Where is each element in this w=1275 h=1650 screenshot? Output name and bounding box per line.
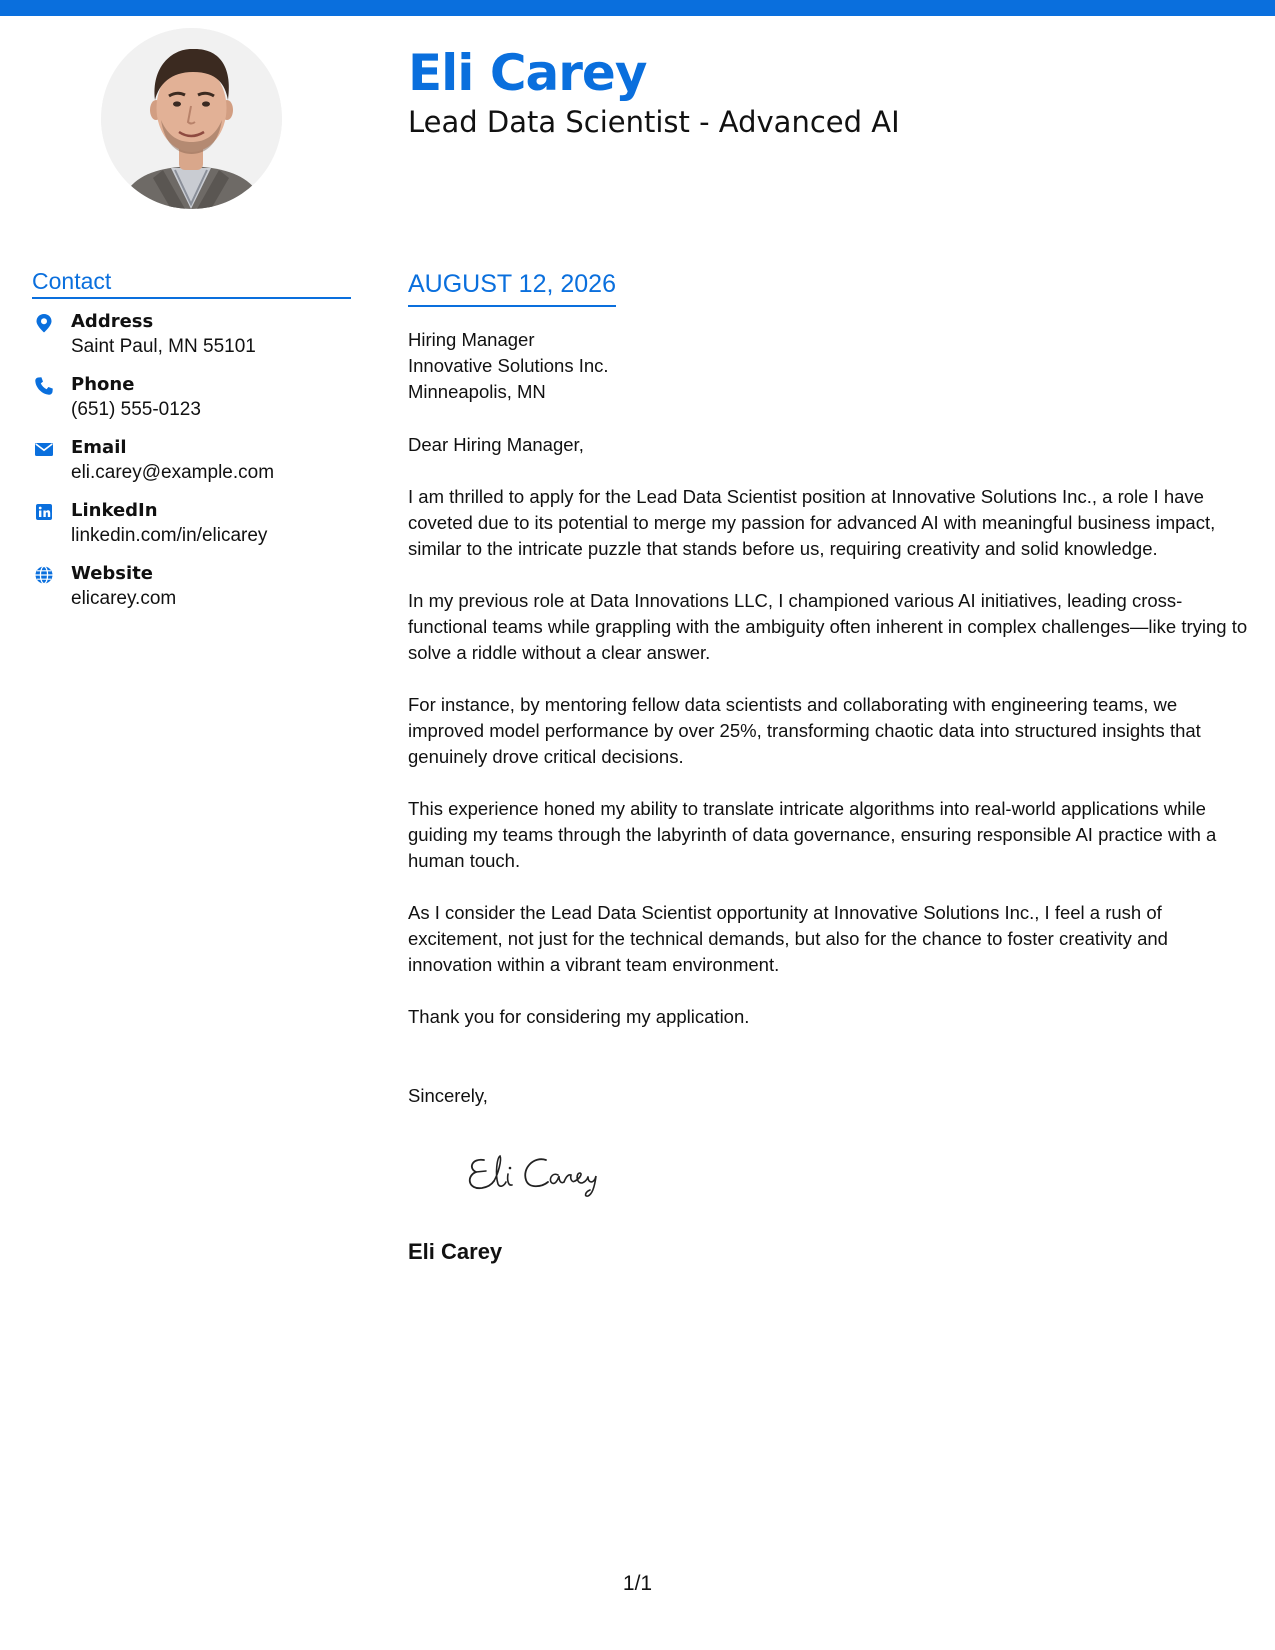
paragraph: As I consider the Lead Data Scientist opportunity at Innovative Solutions Inc., I feel a rush of excitement, not just for the technical demands, but also for the chance to foster creativity and innovation within a vibrant team environment. xyxy=(408,902,1168,975)
top-accent-bar xyxy=(0,0,1275,16)
paragraph: For instance, by mentoring fellow data scientists and collaborating with engineering teams, we improved model performance by over 25%, transforming chaotic data into structured insights that genuinely drove critical decisions. xyxy=(408,694,1201,767)
contact-item-address xyxy=(32,310,352,373)
contact-item-phone xyxy=(32,373,352,436)
contact-list xyxy=(32,310,352,625)
letter-body xyxy=(408,327,1254,1109)
contact-value-address: Saint Paul, MN 55101 xyxy=(71,336,256,357)
recipient-line: Hiring Manager xyxy=(408,329,535,350)
handwritten-signature xyxy=(462,1146,622,1202)
contact-label-phone: Phone xyxy=(71,374,135,395)
contact-item-email xyxy=(32,436,352,499)
profile-photo xyxy=(101,28,282,209)
paragraph: This experience honed my ability to translate intricate algorithms into real-world applications while guiding my teams through the labyrinth of data governance, ensuring responsible AI practice with a human touch. xyxy=(408,798,1217,871)
envelope-icon xyxy=(34,439,54,459)
salutation: Dear Hiring Manager, xyxy=(408,434,584,455)
contact-value-linkedin[interactable]: linkedin.com/in/elicarey xyxy=(71,525,268,546)
letter-date: AUGUST 12, 2026 xyxy=(408,268,616,307)
linkedin-icon xyxy=(34,502,54,522)
contact-value-phone: (651) 555-0123 xyxy=(71,399,201,420)
contact-label-address: Address xyxy=(71,311,154,332)
contact-value-email[interactable]: eli.carey@example.com xyxy=(71,462,275,483)
contact-item-website xyxy=(32,562,352,625)
contact-item-linkedin xyxy=(32,499,352,562)
contact-value-website[interactable]: elicarey.com xyxy=(71,588,177,609)
candidate-name: Eli Carey xyxy=(408,44,647,102)
signed-name: Eli Carey xyxy=(408,1239,503,1264)
job-title: Lead Data Scientist - Advanced AI xyxy=(408,105,900,139)
profile-photo-illustration xyxy=(101,28,282,209)
phone-icon xyxy=(34,376,54,396)
globe-icon xyxy=(34,565,54,585)
map-pin-icon xyxy=(34,313,54,333)
recipient-block xyxy=(408,327,1254,405)
paragraph: Thank you for considering my application. xyxy=(408,1006,750,1027)
contact-label-website: Website xyxy=(71,563,154,584)
contact-heading: Contact xyxy=(32,266,351,299)
contact-label-linkedin: LinkedIn xyxy=(71,500,158,521)
paragraph: I am thrilled to apply for the Lead Data Scientist position at Innovative Solutions Inc., a role I have coveted due to its potential to merge my passion for advanced AI with meaningful business impact, similar to the intricate puzzle that stands before us, requiring creativity and solid knowledge. xyxy=(408,486,1216,559)
recipient-line: Innovative Solutions Inc. xyxy=(408,355,609,376)
contact-label-email: Email xyxy=(71,437,127,458)
paragraph: In my previous role at Data Innovations LLC, I championed various AI initiatives, leading cross-functional teams while grappling with the ambiguity often inherent in complex challenges—like trying to solve a riddle without a clear answer. xyxy=(408,590,1248,663)
recipient-line: Minneapolis, MN xyxy=(408,381,546,402)
page-number: 1/1 xyxy=(622,1572,653,1595)
closing: Sincerely, xyxy=(408,1085,488,1106)
